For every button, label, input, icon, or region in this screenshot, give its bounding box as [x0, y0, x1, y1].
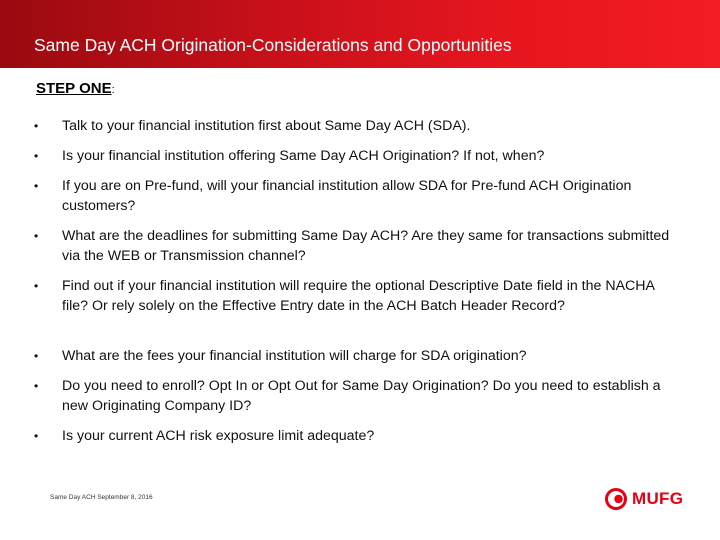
step-label: STEP ONE — [36, 80, 112, 97]
bullet-icon: • — [34, 349, 39, 363]
bullet-text: Talk to your financial institution first about Same Day ACH (SDA). — [62, 118, 471, 134]
slide-title: Same Day ACH Origination-Considerations and Opportunities — [34, 35, 512, 55]
bullet-text: What are the deadlines for submitting Same Day ACH? Are they same for transactions submitted via the WEB or Transmission channel? — [62, 228, 670, 264]
header-banner — [0, 0, 720, 68]
bullet-text: What are the fees your financial institution will charge for SDA origination? — [62, 348, 527, 364]
bullet-icon: • — [34, 429, 39, 443]
bullet-text: Is your current ACH risk exposure limit adequate? — [62, 428, 375, 444]
bullet-text: If you are on Pre-fund, will your financial institution allow SDA for Pre-fund ACH Origination customers? — [62, 178, 632, 214]
bullet-text: Find out if your financial institution will require the optional Descriptive Date field in the NACHA file? Or rely solely on the Effective Entry date in the ACH Batch Header Record? — [62, 278, 655, 314]
step-colon: : — [111, 84, 115, 96]
bullet-icon: • — [34, 179, 39, 193]
bullet-icon: • — [34, 149, 39, 163]
bullet-icon: • — [34, 229, 39, 243]
mufg-logo-icon — [605, 488, 627, 510]
footer-date: Same Day ACH September 8, 2016 — [50, 494, 153, 501]
bullet-icon: • — [34, 279, 39, 293]
logo-text: MUFG — [632, 489, 684, 508]
bullet-text: Do you need to enroll? Opt In or Opt Out for Same Day Origination? Do you need to establish a new Originating Company ID? — [62, 378, 661, 414]
bullet-text: Is your financial institution offering Same Day ACH Origination? If not, when? — [62, 148, 545, 164]
mufg-logo — [605, 488, 695, 510]
step-heading — [36, 80, 115, 97]
bullet-icon: • — [34, 379, 39, 393]
bullet-icon: • — [34, 119, 39, 133]
